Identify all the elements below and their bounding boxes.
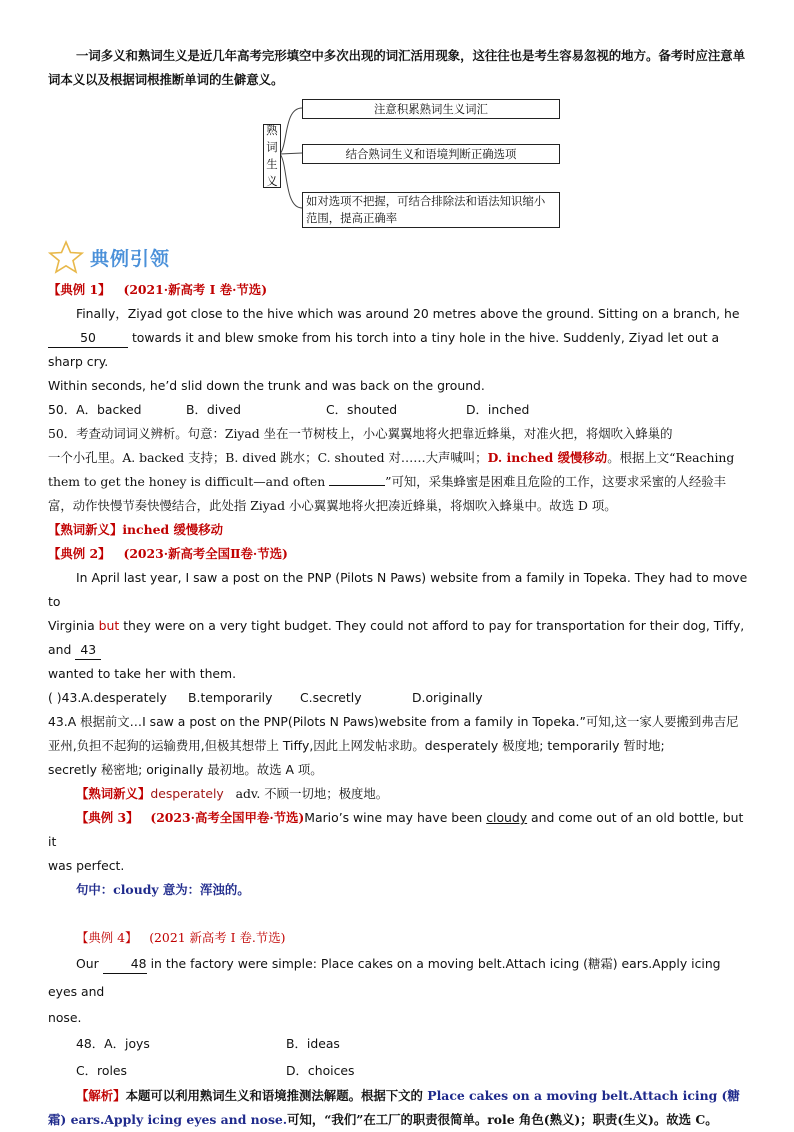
example-1-passage-3: Within seconds, he’d slid down the trunk and was back on the ground. [48, 378, 485, 393]
example-3-passage-1: 【典例 3】 (2023·高考全国甲卷·节选)Mario’s wine may have been cloudy and come out of an old bottle, but it [48, 810, 744, 849]
mind-map [48, 94, 750, 230]
example-1-answer-2: 一个小孔里。A. backed 支持；B. dived 跳水；C. shouted 对……大声喊叫；D. inched 缓慢移动。根据上文“Reaching [48, 450, 735, 465]
example-1-passage-2: 50 towards it and blew smoke from his torch into a tiny hole in the hive. Suddenly, Ziyad let out a sharp cry. [48, 330, 720, 369]
example-4-analysis-1: 【解析】本题可以利用熟词生义和语境推测法解题。根据下文的 Place cakes on a moving belt.Attach icing (糖 [76, 1088, 740, 1103]
example-4-passage-2: nose. [48, 1010, 82, 1025]
example-2-header: 【典例 2】 (2023·新高考全国Ⅱ卷·节选) [48, 546, 288, 561]
example-1-header: 【典例 1】 (2021·新高考 I 卷·节选) [48, 282, 268, 297]
example-1-new-meaning: 【熟词新义】inched 缓慢移动 [48, 522, 224, 537]
example-2-passage-2: Virginia but they were on a very tight budget. They could not afford to pay for transportation for their dog, Tiffy, and 43 [48, 614, 750, 662]
page [48, 44, 750, 1132]
example-2-passage-1: In April last year, I saw a post on the PNP (Pilots N Paws) website from a family in Topeka. They had to move to [48, 570, 748, 609]
intro-text: 一词多义和熟词生义是近几年高考完形填空中多次出现的词汇活用现象，这往往也是考生容易忽视的地方。备考时应注意单词本义以及根据词根推断单词的生僻意义。 [48, 48, 746, 87]
example-4-analysis-2: 霜) ears.Apply icing eyes and nose.可知，“我们”在工厂的职责很简单。role 角色(熟义)；职责(生义)。故选 C。 [48, 1112, 718, 1127]
example-2-new-meaning: 【熟词新义】desperately adv. 不顾一切地；极度地。 [76, 786, 389, 801]
example-1-answer-3: them to get the honey is difficult—and often ”可知，采集蜂蜜是困难且危险的工作，这要求采蜜的人经验丰 [48, 474, 727, 489]
example-4-header: 【典例 4】 (2021 新高考 I 卷.节选) [76, 930, 286, 945]
mind-map-branch-1: 注意积累熟词生义词汇 [302, 99, 560, 119]
example-4-options-row-1: 48．A．joys B．ideas [76, 1036, 340, 1051]
example-2-answer-2: 亚州,负担不起狗的运输费用,但极其想带上 Tiffy,因此上网发帖求助。desperately 极度地; temporarily 暂时地; [48, 738, 665, 753]
example-1-answer-4: 富，动作快慢节奏快慢结合，此处指 Ziyad 小心翼翼地将火把凑近蜂巢，将烟吹入蜂巢中。故选 D 项。 [48, 498, 617, 513]
example-2-passage-3: wanted to take her with them. [48, 666, 237, 681]
mind-map-root: 熟 词 生 义 [263, 124, 281, 188]
example-1-passage-1: Finally，Ziyad got close to the hive which was around 20 metres above the ground. Sitting on a branch, he [76, 306, 740, 321]
mind-map-branch-2: 结合熟词生义和语境判断正确选项 [302, 144, 560, 164]
example-2-options: ( )43.A.desperately B.temporarily C.secretly D.originally [48, 690, 483, 705]
example-4-passage-1: Our 48 in the factory were simple: Place cakes on a moving belt.Attach icing (糖霜) ears.Apply icing eyes and [48, 956, 721, 999]
example-2-answer-3: secretly 秘密地; originally 最初地。故选 A 项。 [48, 762, 323, 777]
example-1-options: 50．A．backed B．dived C．shouted D．inched [48, 402, 530, 417]
section-title: 典例引领 [90, 247, 171, 270]
example-4-options-row-2: C．roles D．choices [76, 1063, 355, 1078]
example-3-note: 句中：cloudy 意为：浑浊的。 [76, 882, 250, 897]
example-2-answer-1: 43.A 根据前文…I saw a post on the PNP(Pilots N Paws)website from a family in Topeka.”可知,这一家人要搬到弗吉尼 [48, 714, 739, 729]
star-icon [48, 239, 84, 275]
example-1-answer-1: 50．考查动词词义辨析。句意：Ziyad 坐在一节树枝上，小心翼翼地将火把靠近蜂巢，对准火把，将烟吹入蜂巢的 [48, 426, 673, 441]
mind-map-branch-3: 如对选项不把握，可结合排除法和语法知识缩小范围，提高正确率 [302, 192, 560, 228]
example-3-passage-2: was perfect. [48, 858, 125, 873]
section-header [48, 236, 750, 278]
